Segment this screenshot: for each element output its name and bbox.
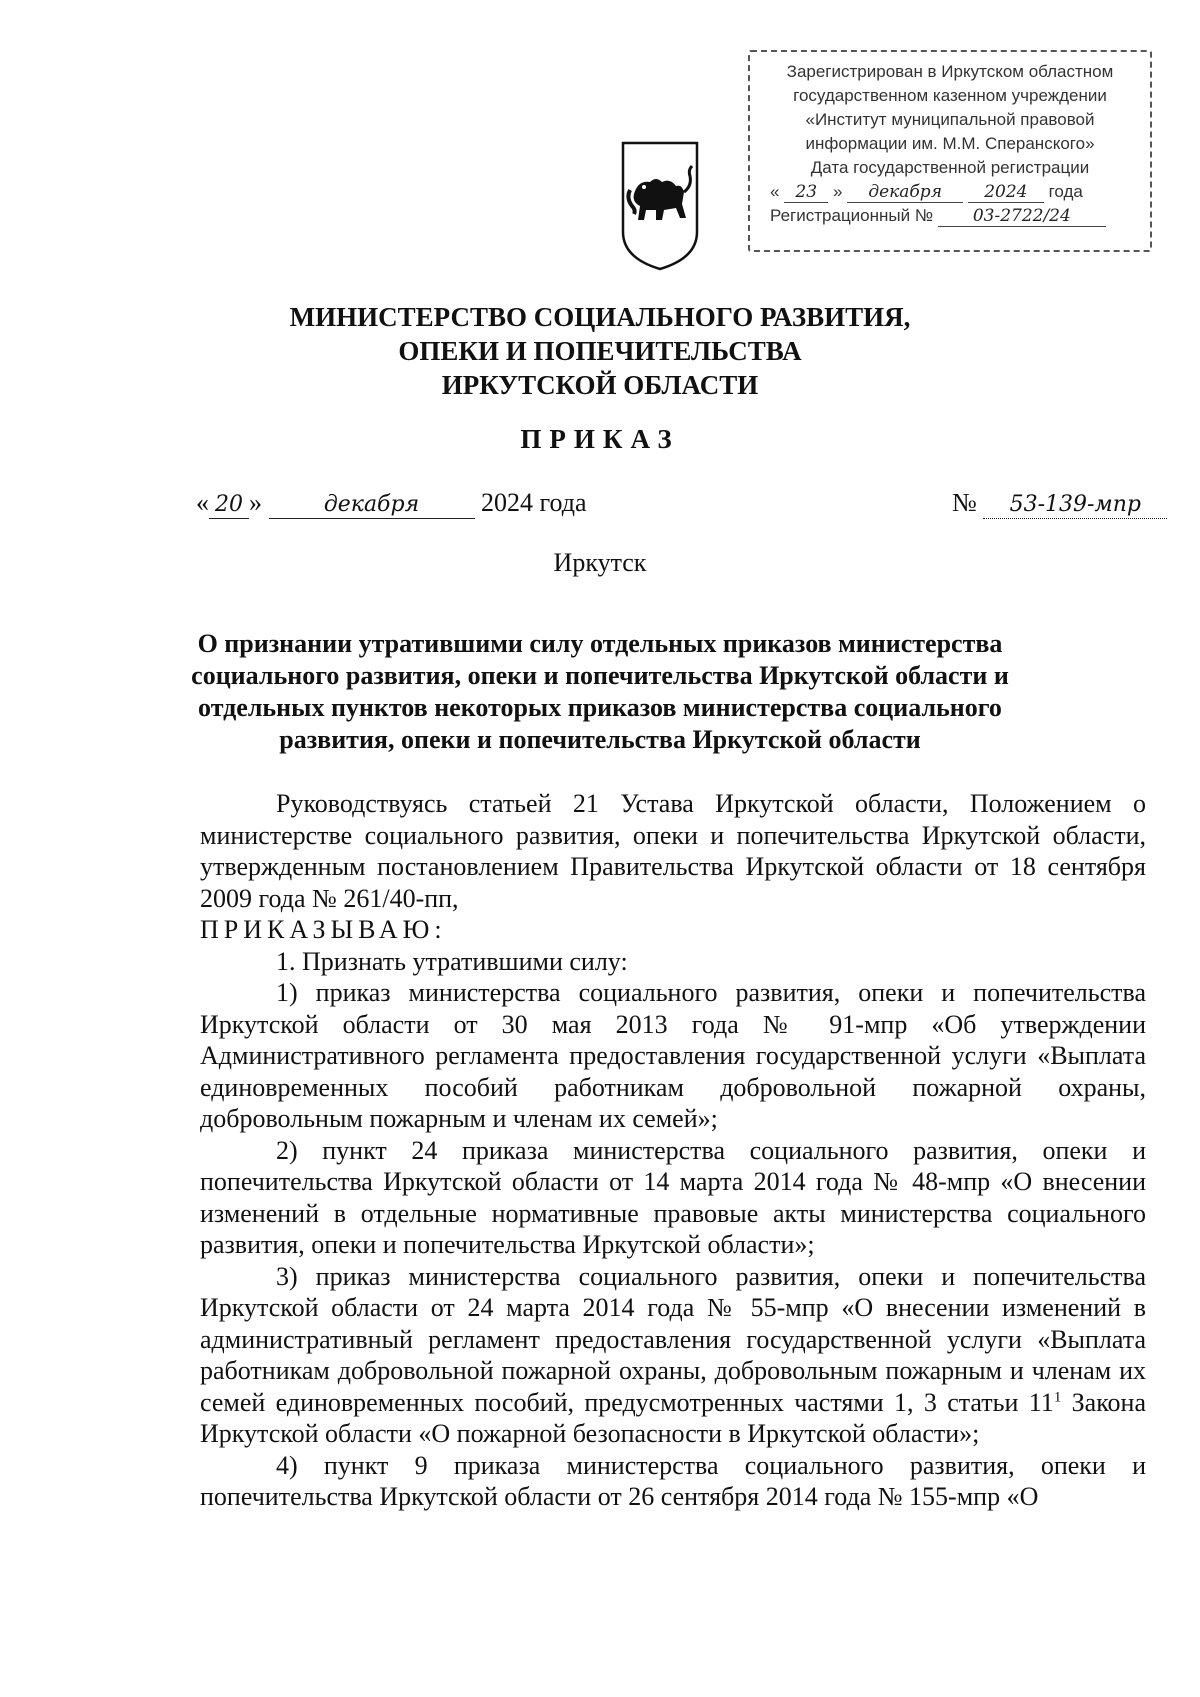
subject-line-3: отдельных пунктов некоторых приказов министерства социального — [198, 693, 1002, 722]
order-subject — [0, 628, 1200, 756]
stamp-date-year: 2024 — [968, 182, 1044, 203]
order-body — [200, 788, 1146, 1513]
date-year: 2024 года — [481, 488, 587, 517]
ministry-name — [0, 300, 1200, 402]
subject-line-1: О признании утратившими силу отдельных приказов министерства — [197, 629, 1003, 658]
order-date — [196, 488, 587, 519]
date-open-quote: « — [196, 488, 209, 517]
stamp-line-1: Зарегистрирован в Иркутском областном — [786, 62, 1114, 81]
order-number — [952, 488, 1167, 519]
stamp-reg-row — [750, 204, 1150, 228]
subitem-2: 2) пункт 24 приказа министерства социального развития, опеки и попечительства Иркутской области от 14 марта 2014 года № 48-мпр «О внесении изменений в отдельные нормативные правовые акты министерства социального развития, опеки и попечительства Иркутской области»; — [200, 1135, 1146, 1259]
stamp-line-3: «Институт муниципальной правовой — [805, 110, 1095, 129]
subitem-3-part-1: 3) приказ министерства социального развития, опеки и попечительства Иркутской области от 24 марта 2014 года № 55-мпр «О внесении изменений в административный регламент предоставления государственной услуги «Выплата работникам добровольной пожарной охраны, добровольным пожарным и членам их семей единовременных пособий, предусмотренных частями 1, 3 статьи 11 — [200, 1261, 1146, 1417]
ministry-line-3: ИРКУТСКОЙ ОБЛАСТИ — [441, 370, 759, 400]
ministry-line-2: ОПЕКИ И ПОПЕЧИТЕЛЬСТВА — [398, 336, 802, 366]
stamp-date-day: 23 — [784, 182, 828, 203]
stamp-date-row — [750, 180, 1150, 204]
number-label: № — [952, 488, 977, 517]
order-word: ПРИКАЗЫВАЮ: — [200, 915, 447, 944]
registration-stamp — [748, 50, 1152, 252]
subitem-4: 4) пункт 9 приказа министерства социального развития, опеки и попечительства Иркутской области от 26 сентября 2014 года № 155-мпр «О — [200, 1450, 1146, 1511]
intro-paragraph: Руководствуясь статьей 21 Устава Иркутской области, Положением о министерстве социального развития, опеки и попечительства Иркутской области, утвержденным постановлением Правительства Иркутской области от 18 сентября 2009 года № 261/40-пп, — [200, 789, 1146, 913]
item-1: 1. Признать утратившими силу: — [276, 946, 628, 976]
coat-of-arms-icon — [620, 140, 700, 272]
subitem-3-part-2: Закона Иркутской области «О пожарной безопасности в Иркутской области»; — [200, 1387, 1146, 1448]
subject-line-4: развития, опеки и попечительства Иркутской области — [279, 725, 921, 754]
stamp-line-2: государственном казенном учреждении — [793, 86, 1107, 105]
number-value: 53-139-мпр — [983, 492, 1167, 519]
ministry-line-1: МИНИСТЕРСТВО СОЦИАЛЬНОГО РАЗВИТИЯ, — [289, 302, 911, 332]
subject-line-2: социального развития, опеки и попечительства Иркутской области и — [191, 661, 1009, 690]
stamp-date-close-quote: » — [832, 182, 843, 201]
stamp-date-month: декабря — [847, 182, 963, 203]
date-day: 20 — [209, 492, 249, 519]
stamp-reg-label: Регистрационный № — [770, 206, 934, 225]
subitem-3-superscript: 1 — [1053, 1388, 1062, 1405]
subitem-3 — [200, 1261, 1146, 1450]
subitem-1: 1) приказ министерства социального развития, опеки и попечительства Иркутской области от 30 мая 2013 года № 91-мпр «Об утверждении Административного регламента предоставления государственной услуги «Выплата единовременных пособий работникам добровольной пожарной охраны, добровольным пожарным и членам их семей»; — [200, 978, 1146, 1133]
stamp-line-4: информации им. М.М. Сперанского» — [805, 134, 1095, 153]
stamp-line-5: Дата государственной регистрации — [810, 158, 1090, 177]
order-title: ПРИКАЗ — [520, 424, 680, 454]
city: Иркутск — [553, 548, 647, 577]
stamp-reg-number: 03-2722/24 — [938, 206, 1106, 227]
stamp-date-open-quote: « — [770, 182, 780, 201]
date-close-quote: » — [249, 488, 262, 517]
date-month: декабря — [269, 492, 475, 519]
stamp-date-suffix: года — [1048, 182, 1083, 201]
